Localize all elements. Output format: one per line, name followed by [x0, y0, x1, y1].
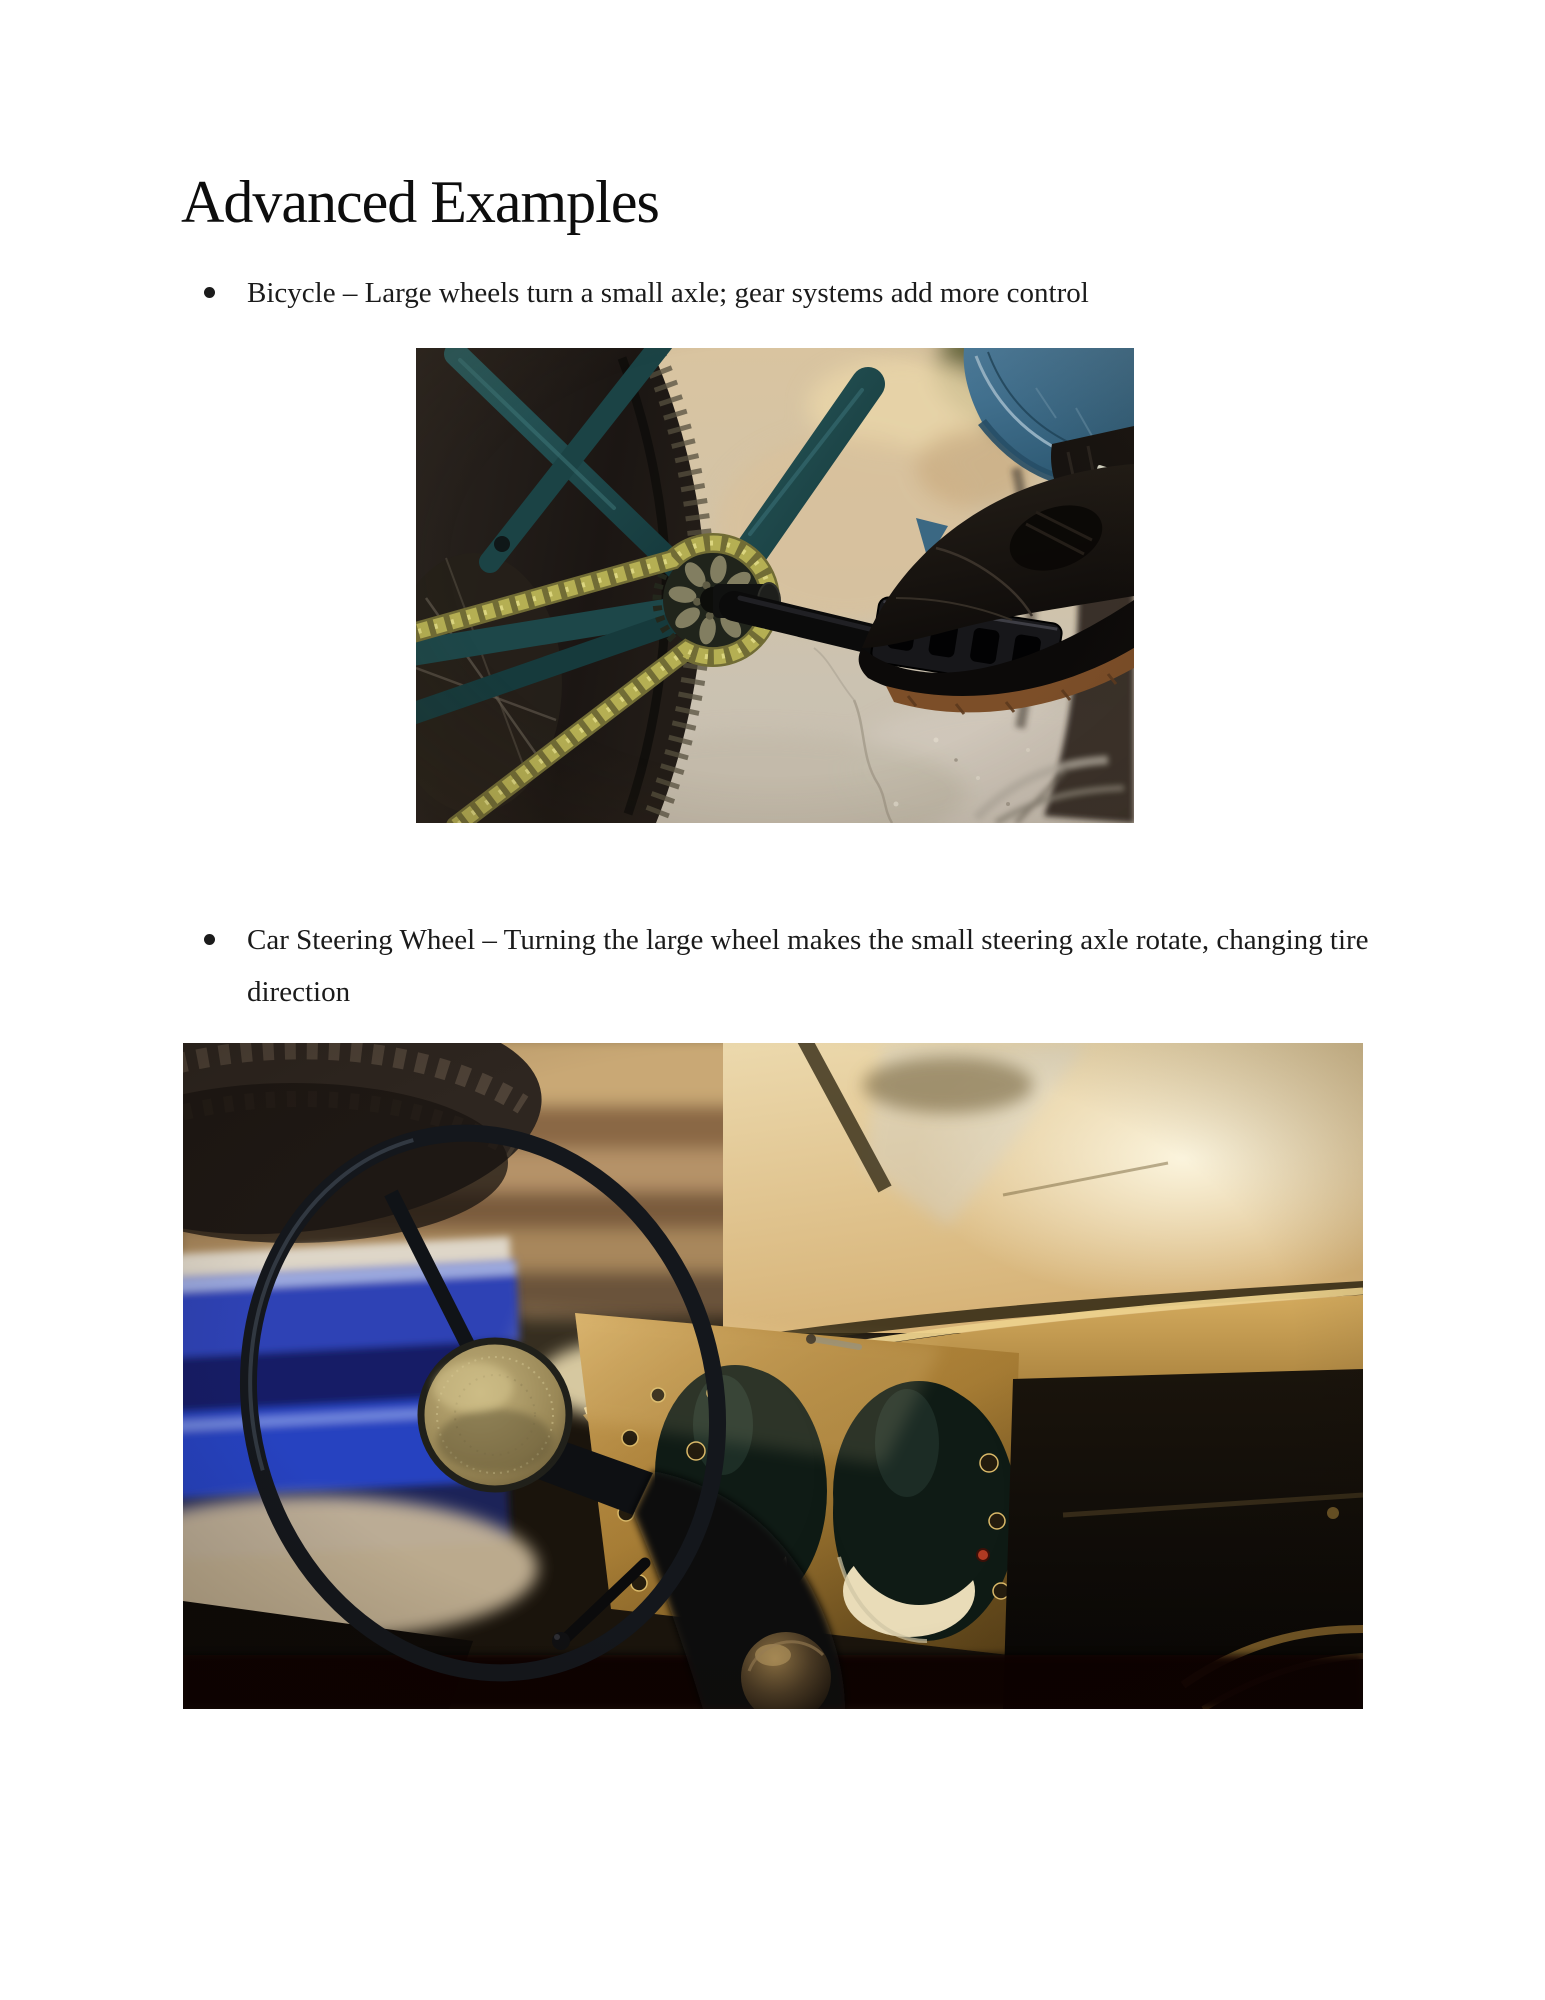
- vintage-car-interior-photo: [183, 1043, 1363, 1709]
- bullet-marker: [204, 287, 215, 298]
- bullet-text-bicycle: Bicycle – Large wheels turn a small axle; gear systems add more control: [247, 277, 1089, 309]
- bullet-marker: [204, 934, 215, 945]
- photo-vignette: [183, 1043, 1363, 1709]
- photo-vignette: [416, 348, 1134, 823]
- bullet-text-car-steering-wheel: Car Steering Wheel – Turning the large wheel makes the small steering axle rotate, changing tire direction: [247, 924, 1369, 1008]
- list-item-bicycle: [204, 267, 1089, 319]
- bicycle-drivetrain-photo: [416, 348, 1134, 823]
- list-item-car-steering-wheel: [204, 914, 1422, 1018]
- page-title: Advanced Examples: [181, 169, 659, 235]
